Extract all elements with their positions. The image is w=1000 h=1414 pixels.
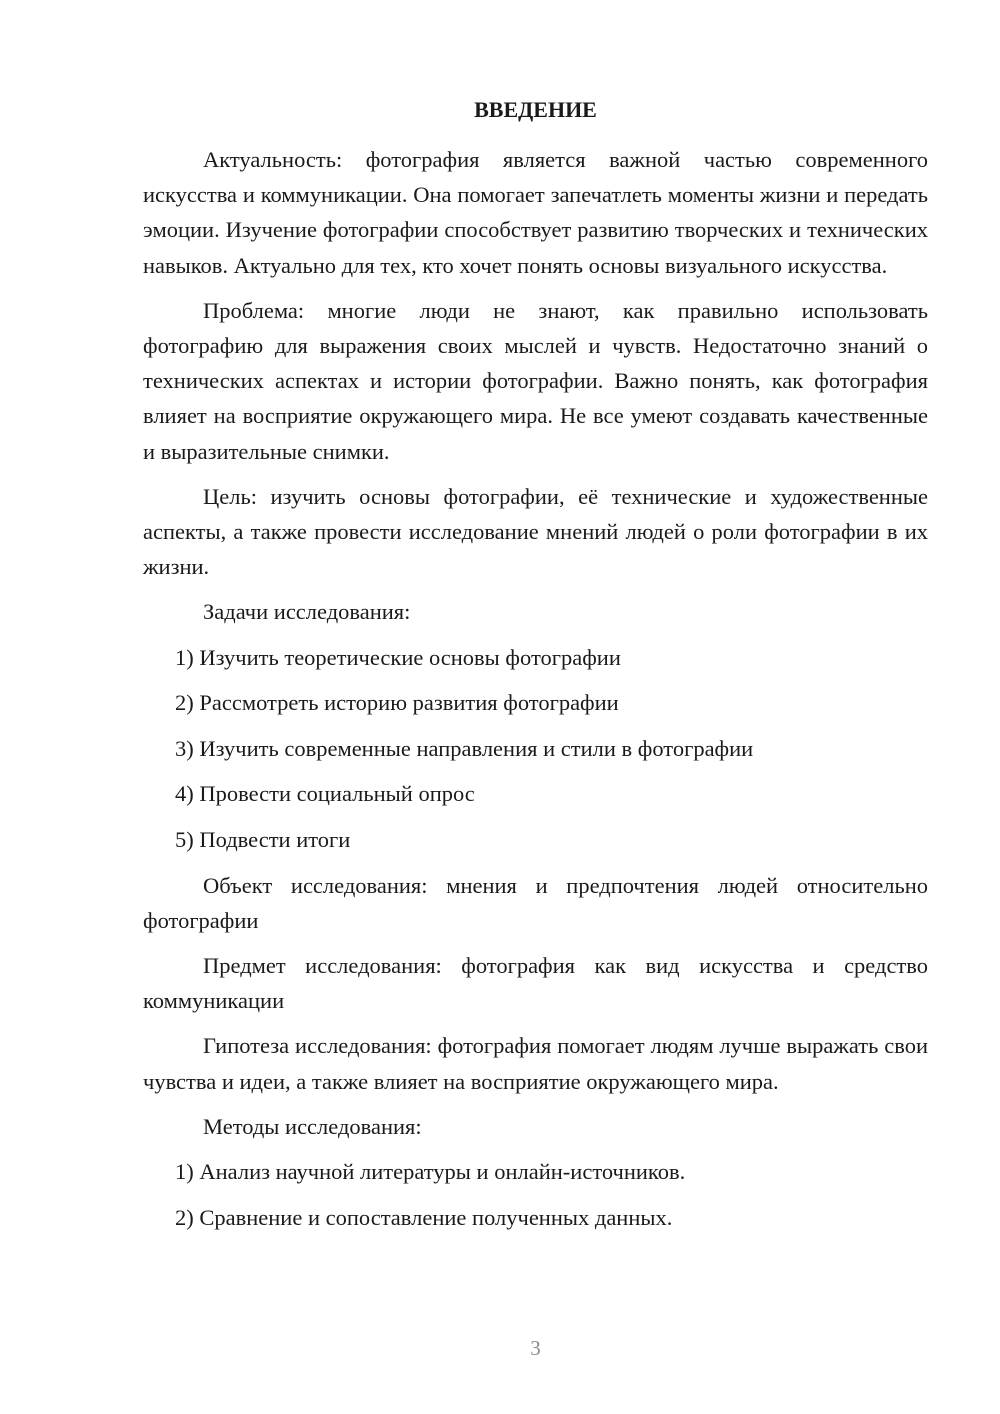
problem-paragraph: Проблема: многие люди не знают, как правильно использовать фотографию для выражения своих мыслей и чувств. Недостаточно знаний о технических аспектах и истории фотографии. Важно понять, как фотография влияет на восприятие окружающего мира. Не все умеют создавать качественные и выразительные снимки. [143, 297, 928, 464]
tasks-heading: Задачи исследования: [203, 599, 411, 625]
page-number: 3 [530, 1336, 541, 1360]
list-item: 2) Сравнение и сопоставление полученных данных. [175, 1204, 673, 1230]
list-item: 5) Подвести итоги [175, 827, 351, 853]
list-item: 2) Рассмотреть историю развития фотографии [175, 690, 619, 716]
list-item: 3) Изучить современные направления и стили в фотографии [175, 735, 754, 761]
list-item: 1) Изучить теоретические основы фотографии [175, 644, 621, 670]
goal-paragraph: Цель: изучить основы фотографии, её технические и художественные аспекты, а также провести исследование мнений людей о роли фотографии в их жизни. [143, 483, 928, 580]
object-paragraph: Объект исследования: мнения и предпочтения людей относительно фотографии [143, 872, 928, 933]
section-body [143, 142, 928, 1245]
list-item: 1) Анализ научной литературы и онлайн-источников. [175, 1159, 686, 1185]
relevance-paragraph: Актуальность: фотография является важной частью современного искусства и коммуникации. Она помогает запечатлеть моменты жизни и передать эмоции. Изучение фотографии способствует развитию творческих и технических навыков. Актуально для тех, кто хочет понять основы визуального искусства. [143, 147, 928, 278]
tasks-list [143, 640, 928, 858]
section-heading: ВВЕДЕНИЕ [474, 97, 597, 122]
methods-heading: Методы исследования: [203, 1113, 422, 1139]
hypothesis-paragraph: Гипотеза исследования: фотография помогает людям лучше выражать свои чувства и идеи, а также влияет на восприятие окружающего мира. [143, 1033, 928, 1094]
methods-list [143, 1154, 928, 1235]
subject-paragraph: Предмет исследования: фотография как вид искусства и средство коммуникации [143, 953, 928, 1014]
list-item: 4) Провести социальный опрос [175, 781, 475, 807]
